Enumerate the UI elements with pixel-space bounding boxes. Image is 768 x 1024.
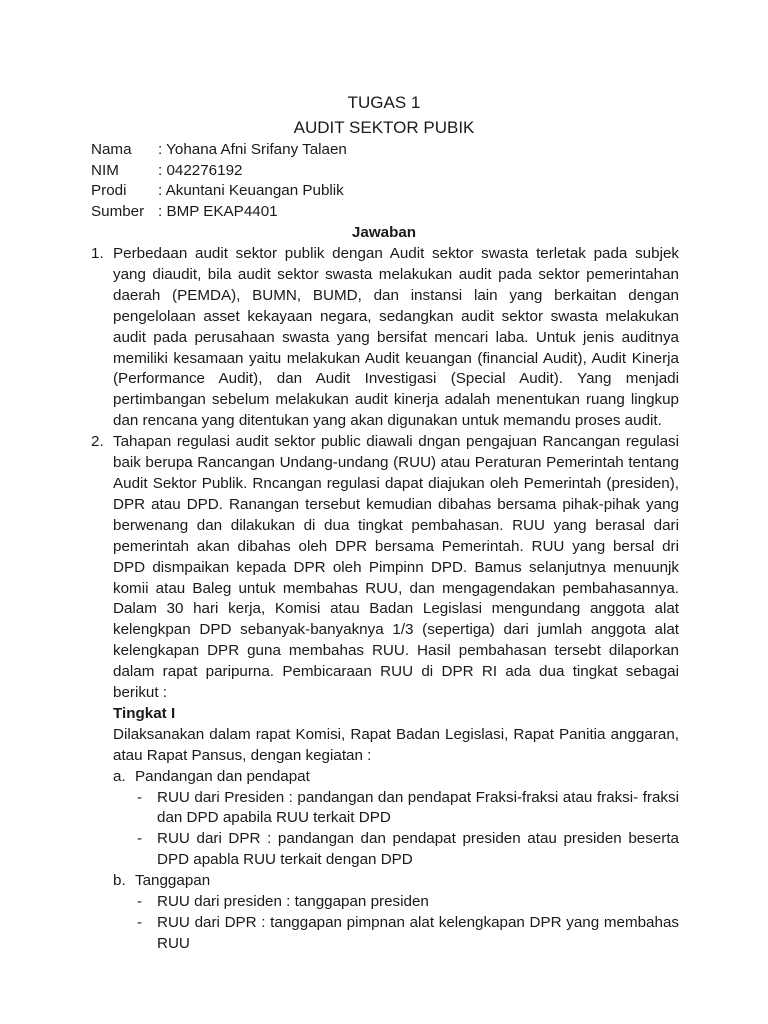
- bullet-mark: -: [137, 893, 143, 911]
- point-item: [113, 767, 679, 788]
- identity-label: Prodi: [91, 182, 127, 199]
- point-label: Pandangan dan pendapat: [135, 767, 310, 785]
- answer-number: 1.: [91, 245, 104, 262]
- subsection-intro: Dilaksanakan dalam rapat Komisi, Rapat Badan Legislasi, Rapat Panitia anggaran, atau Rapat Pansus, dengan kegiatan :: [113, 725, 679, 764]
- answer-heading: Jawaban: [351, 224, 417, 241]
- bullet-mark: -: [137, 914, 143, 931]
- point-item: [113, 871, 679, 892]
- answer-item: [91, 244, 679, 432]
- bullet-mark: -: [137, 830, 143, 848]
- bullet-item: [113, 913, 679, 955]
- point-letter: b.: [113, 872, 126, 890]
- bullet-item: [113, 892, 679, 913]
- answer-text: Tahapan regulasi audit sektor public diawali dngan pengajuan Rancangan regulasi baik berupa Rancangan Undang-undang (RUU) atau Peraturan Pemerintah tentang Audit Sektor Publik. Rncangan regulasi dapat diajukan oleh Pemerintah (presiden), DPR atau DPD. Ranangan tersebut kemudian dibahas bersama pihak-pihak yang berwenang dan dilakukan di dua tingkat pembahasan. RUU yang berasal dari pemerintah akan dibahas oleh DPR bersama Pemerintah. RUU yang bersal dri DPD dismpaikan kepada DPR oleh Pimpinn DPD. Bamus selanjutnya menuunjk komii atau Baleg untuk membahas RUU, dan mengagendakan pembahasannya. Dalam 30 hari kerja, Komisi atau Badan Legislasi mengundang anggota alat kelengkpan DPD sebanyak-banyaknya 1/3 (sepertiga) dari jumlah anggota alat kelengkapan DPR guna membahas RUU. Hasil pembahasan tersebt dilaporkan dalam rapat paripurna. Pembicaraan RUU di DPR RI ada dua tingkat sebagai berikut :: [113, 433, 679, 702]
- bullet-text: RUU dari DPR : pandangan dan pendapat presiden atau presiden beserta DPD apabla RUU terkait dengan DPD: [157, 830, 679, 869]
- identity-value: : Yohana Afni Srifany Talaen: [158, 141, 347, 158]
- identity-value: : 042276192: [158, 162, 243, 179]
- doc-title: TUGAS 1: [347, 93, 421, 112]
- answer-item: [91, 432, 679, 955]
- bullet-text: RUU dari presiden : tanggapan presiden: [157, 893, 429, 911]
- bullet-item: [113, 788, 679, 830]
- identity-value: : Akuntani Keuangan Publik: [158, 182, 344, 199]
- point-label: Tanggapan: [135, 872, 211, 890]
- identity-label: Nama: [91, 141, 132, 158]
- bullet-mark: -: [137, 788, 143, 806]
- bullet-text: RUU dari DPR : tanggapan pimpnan alat kelengkapan DPR yang membahas RUU: [157, 914, 679, 952]
- point-letter: a.: [113, 767, 126, 785]
- answer-text: Perbedaan audit sektor publik dengan Audit sektor swasta terletak pada subjek yang diaudit, bila audit sektor swasta melakukan audit pada sektor pemerintahan daerah (PEMDA), BUMN, BUMD, dan instansi lain yang berkaitan dengan pengelolaan asset kekayaan negara, sedangkan audit sektor swasta melakukan audit pada perusahaan swasta yang bersifat mencari laba. Untuk jenis auditnya memiliki kesamaan yaitu melakukan Audit keuangan (financial Audit), Audit Kinerja (Performance Audit), dan Audit Investigasi (Special Audit). Yang menjadi pertimbangan sebelum melakukan audit kinerja adalah menentukan ruang lingkup dan rencana yang ditentukan yang akan digunakan untuk memandu proses audit.: [113, 245, 679, 430]
- answer-number: 2.: [91, 433, 104, 451]
- identity-value: : BMP EKAP4401: [158, 203, 278, 220]
- identity-label: NIM: [91, 162, 119, 179]
- bullet-text: RUU dari Presiden : pandangan dan pendapat Fraksi-fraksi atau fraksi- fraksi dan DPD apabila RUU terkait DPD: [157, 788, 679, 827]
- answer-list: [91, 244, 679, 955]
- bullet-item: [113, 829, 679, 871]
- subsection-title: Tingkat I: [113, 704, 176, 722]
- doc-subtitle: AUDIT SEKTOR PUBIK: [293, 118, 475, 137]
- identity-label: Sumber: [91, 203, 145, 220]
